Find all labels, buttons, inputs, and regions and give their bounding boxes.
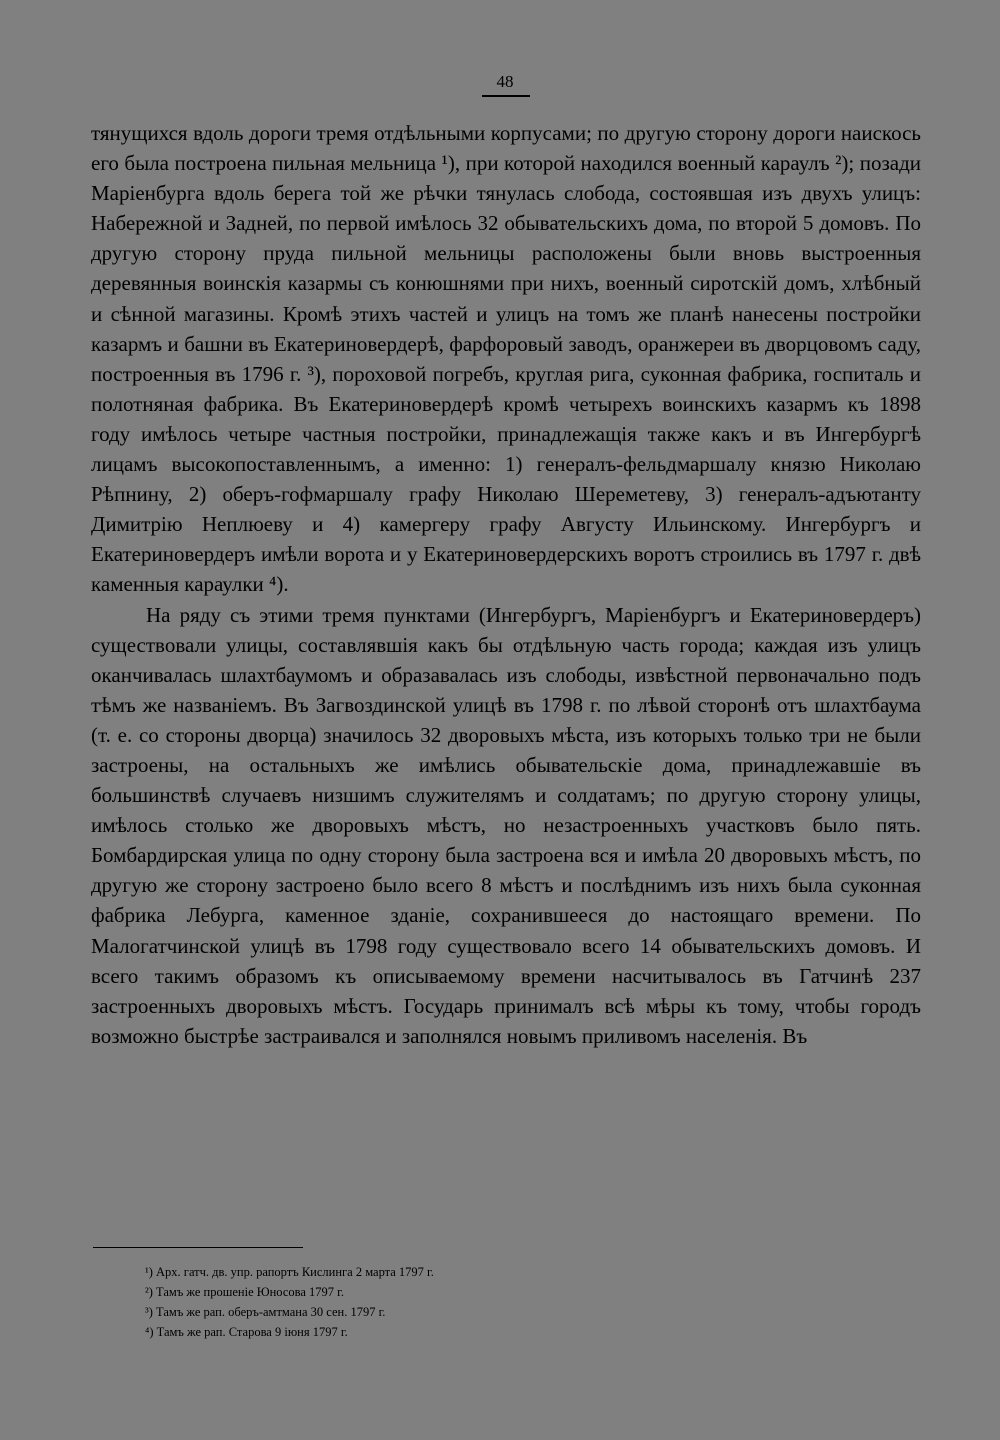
page-number: 48 [496,72,514,91]
footnote: ³) Тамъ же рап. оберъ-амтмана 30 сен. 1797 г. [145,1305,386,1319]
page-number-rule [482,95,530,97]
footnote: ¹) Арх. гатч. дв. упр. рапортъ Кислинга 2 марта 1797 г. [145,1265,434,1279]
paragraph: тянущихся вдоль дороги тремя отдѣльными корпусами; по другую сторону дороги наискось его была построена пильная мельница ¹), при которой находился военный караулъ ²); позади Маріенбурга вдоль берега той же рѣчки тянулась слобода, состоявшая изъ двухъ улицъ: Набережной и Задней, по первой имѣлось 32 обывательскихъ дома, по второй 5 домовъ. По другую сторону пруда пильной мельницы расположены были вновь выстроенныя деревянныя воинскія казармы съ конюшнями при нихъ, военный сиротскій домъ, хлѣбный и сѣнной магазины. Кромѣ этихъ частей и улицъ на томъ же планѣ нанесены постройки казармъ и башни въ Екатериновердерѣ, фарфоровый заводъ, оранжереи въ дворцовомъ саду, построенныя въ 1796 г. ³), пороховой погребъ, круглая рига, суконная фабрика, госпиталь и полотняная фабрика. Въ Екатериновердерѣ кромѣ четырехъ воинскихъ казармъ къ 1898 году имѣлось четыре частныя постройки, принадлежащія также какъ и въ Ингербургѣ лицамъ высокопоставленнымъ, а именно: 1) генералъ-фельдмаршалу князю Николаю Рѣпнину, 2) оберъ-гофмаршалу графу Николаю Шереметеву, 3) генералъ-адъютанту Димитрію Неплюеву и 4) камергеру графу Августу Ильинскому. Ингербургъ и Екатериновердеръ имѣли ворота и у Екатериновердерскихъ воротъ строились въ 1797 г. двѣ каменныя караулки ⁴). [91,121,921,597]
paragraph: На ряду съ этими тремя пунктами (Ингербургъ, Маріенбургъ и Екатериновердеръ) существовали улицы, составлявшія какъ бы отдѣльную часть города; каждая изъ улицъ оканчивалась шлахтбаумомъ и образавалась изъ слободы, извѣстной первоначально подъ тѣмъ же названіемъ. Въ Загвоздинской улицѣ въ 1798 г. по лѣвой сторонѣ отъ шлахтбаума (т. е. со стороны дворца) значилось 32 дворовыхъ мѣста, изъ которыхъ только три не были застроены, на остальныхъ же имѣлись обывательскіе дома, принадлежавшіе въ большинствѣ случаевъ низшимъ служителямъ и солдатамъ; по другую сторону улицы, имѣлось столько же дворовыхъ мѣстъ, но незастроенныхъ участковъ было пять. Бомбардирская улица по одну сторону была застроена вся и имѣла 20 дворовыхъ мѣстъ, по другую же сторону застроено было всего 8 мѣстъ и послѣднимъ изъ нихъ была суконная фабрика Лебурга, каменное зданіе, сохранившееся до настоящаго времени. По Малогатчинской улицѣ въ 1798 году существовало всего 14 обывательскихъ домовъ. И всего такимъ образомъ къ описываемому времени насчитывалось въ Гатчинѣ 237 застроенныхъ дворовыхъ мѣстъ. Государь принималъ всѣ мѣры къ тому, чтобы городъ возможно быстрѣе застраивался и заполнялся новымъ приливомъ населенія. Въ [91,602,921,1048]
footnotes [145,1262,845,1342]
footnote: ²) Тамъ же прошеніе Юносова 1797 г. [145,1285,345,1299]
footnote-rule [93,1247,303,1248]
footnote: ⁴) Тамъ же рап. Старова 9 іюня 1797 г. [145,1325,348,1339]
body-text [91,118,921,1051]
